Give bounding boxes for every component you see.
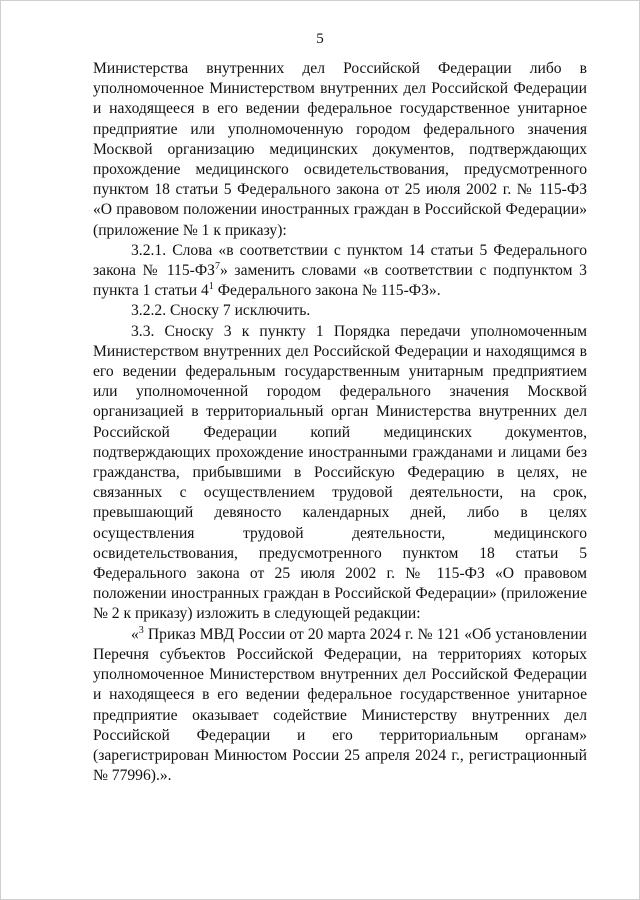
paragraph-3-2-2: 3.2.2. Сноску 7 исключить.	[131, 302, 311, 320]
footnote-quote	[93, 625, 587, 787]
text-run: Федерального закона № 115-ФЗ».	[213, 282, 441, 300]
paragraph-3-3: 3.3. Сноску 3 к пункту 1 Порядка передачи уполномоченным Министерством внутренних дел Российской Федерации и находящимся в его ведении федеральным государственным унитарным предприятием или уполномоченной городом федерального значения Москвой организацией в территориальный орган Министерства внутренних дел Российской Федерации копий медицинских документов, подтверждающих прохождение иностранными гражданами и лицами без гражданства, прибывшими в Российскую Федерацию в целях, не связанных с осуществлением трудовой деятельности, на срок, превышающий девяносто календарных дней, либо в целях осуществления трудовой деятельности, медицинского освидетельствования, предусмотренного пунктом 18 статьи 5 Федерального закона от 25 июля 2002 г. № 115-ФЗ «О правовом положении иностранных граждан в Российской Федерации» (приложение № 2 к приказу) изложить в следующей редакции:	[93, 322, 587, 623]
footnote-ref: 7	[214, 261, 220, 273]
footnote-ref: 3	[138, 624, 144, 636]
paragraph-3-2-1	[93, 241, 587, 302]
text-run: «	[131, 625, 139, 643]
text-run: 3.2.1. Слова «в соответствии с пунктом 14 статьи 5 Федерального закона № 115-ФЗ	[93, 241, 587, 280]
page-number: 5	[316, 31, 324, 47]
text-run: Приказ МВД России от 20 марта 2024 г. № 121 «Об установлении Перечня субъектов Российской Федерации, на территориях которых уполномоченное Министерством внутренних дел Российской Федерации и находящееся в его ведении федеральное государственное унитарное предприятие оказывает содействие Министерству внутренних дел Российской Федерации и его территориальным органам» (зарегистрирован Минюстом России 25 апреля 2024 г., регистрационный № 77996).».	[93, 625, 587, 785]
text-run: » заменить словами «в соответствии с подпунктом 3 пункта 1 статьи 4	[93, 262, 587, 300]
superscript: 1	[208, 281, 214, 293]
document-body	[93, 59, 587, 786]
paragraph-continuation: Министерства внутренних дел Российской Федерации либо в уполномоченное Министерством внутренних дел Российской Федерации и находящееся в его ведении федеральное государственное унитарное предприятие или уполномоченную городом федерального значения Москвой организацию медицинских документов, подтверждающих прохождение медицинского освидетельствования, предусмотренного пунктом 18 статьи 5 Федерального закона от 25 июля 2002 г. № 115-ФЗ «О правовом положении иностранных граждан в Российской Федерации» (приложение № 1 к приказу):	[93, 60, 587, 239]
